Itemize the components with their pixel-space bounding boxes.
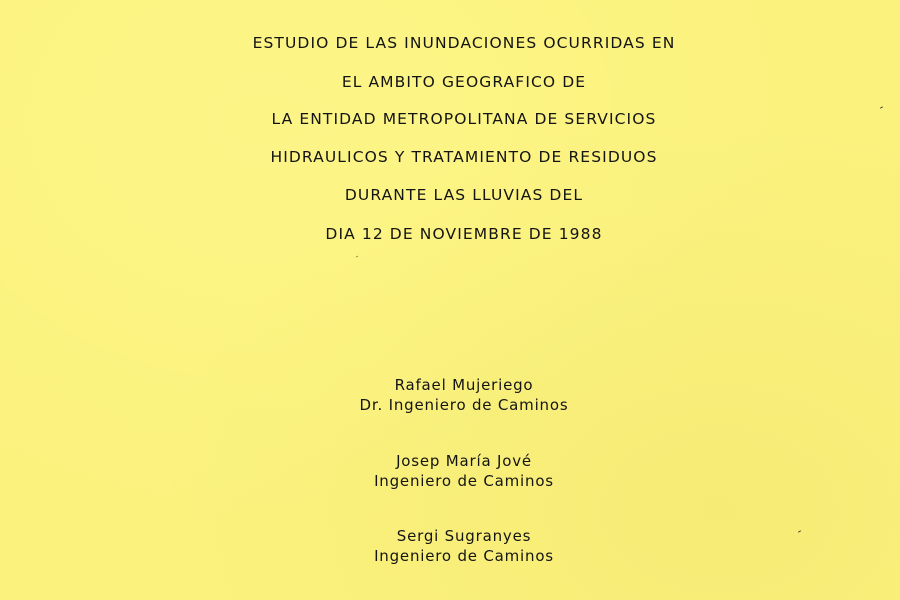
title-line-4: HIDRAULICOS Y TRATAMIENTO DE RESIDUOS bbox=[270, 148, 658, 166]
paper-speck bbox=[880, 106, 883, 108]
author-3-name: Sergi Sugranyes bbox=[396, 527, 532, 545]
author-1-name: Rafael Mujeriego bbox=[394, 376, 534, 394]
title-line-3: LA ENTIDAD METROPOLITANA DE SERVICIOS bbox=[271, 110, 657, 128]
title-line-1: ESTUDIO DE LAS INUNDACIONES OCURRIDAS EN bbox=[252, 34, 676, 52]
title-line-5: DURANTE LAS LLUVIAS DEL bbox=[344, 186, 584, 204]
author-3-title: Ingeniero de Caminos bbox=[374, 547, 554, 565]
author-1-title: Dr. Ingeniero de Caminos bbox=[359, 396, 569, 414]
paper-speck bbox=[356, 256, 358, 258]
author-2-title: Ingeniero de Caminos bbox=[374, 472, 554, 490]
author-2-name: Josep María Jové bbox=[396, 452, 532, 470]
title-line-2: EL AMBITO GEOGRAFICO DE bbox=[341, 73, 587, 91]
title-line-6: DIA 12 DE NOVIEMBRE DE 1988 bbox=[325, 225, 603, 243]
